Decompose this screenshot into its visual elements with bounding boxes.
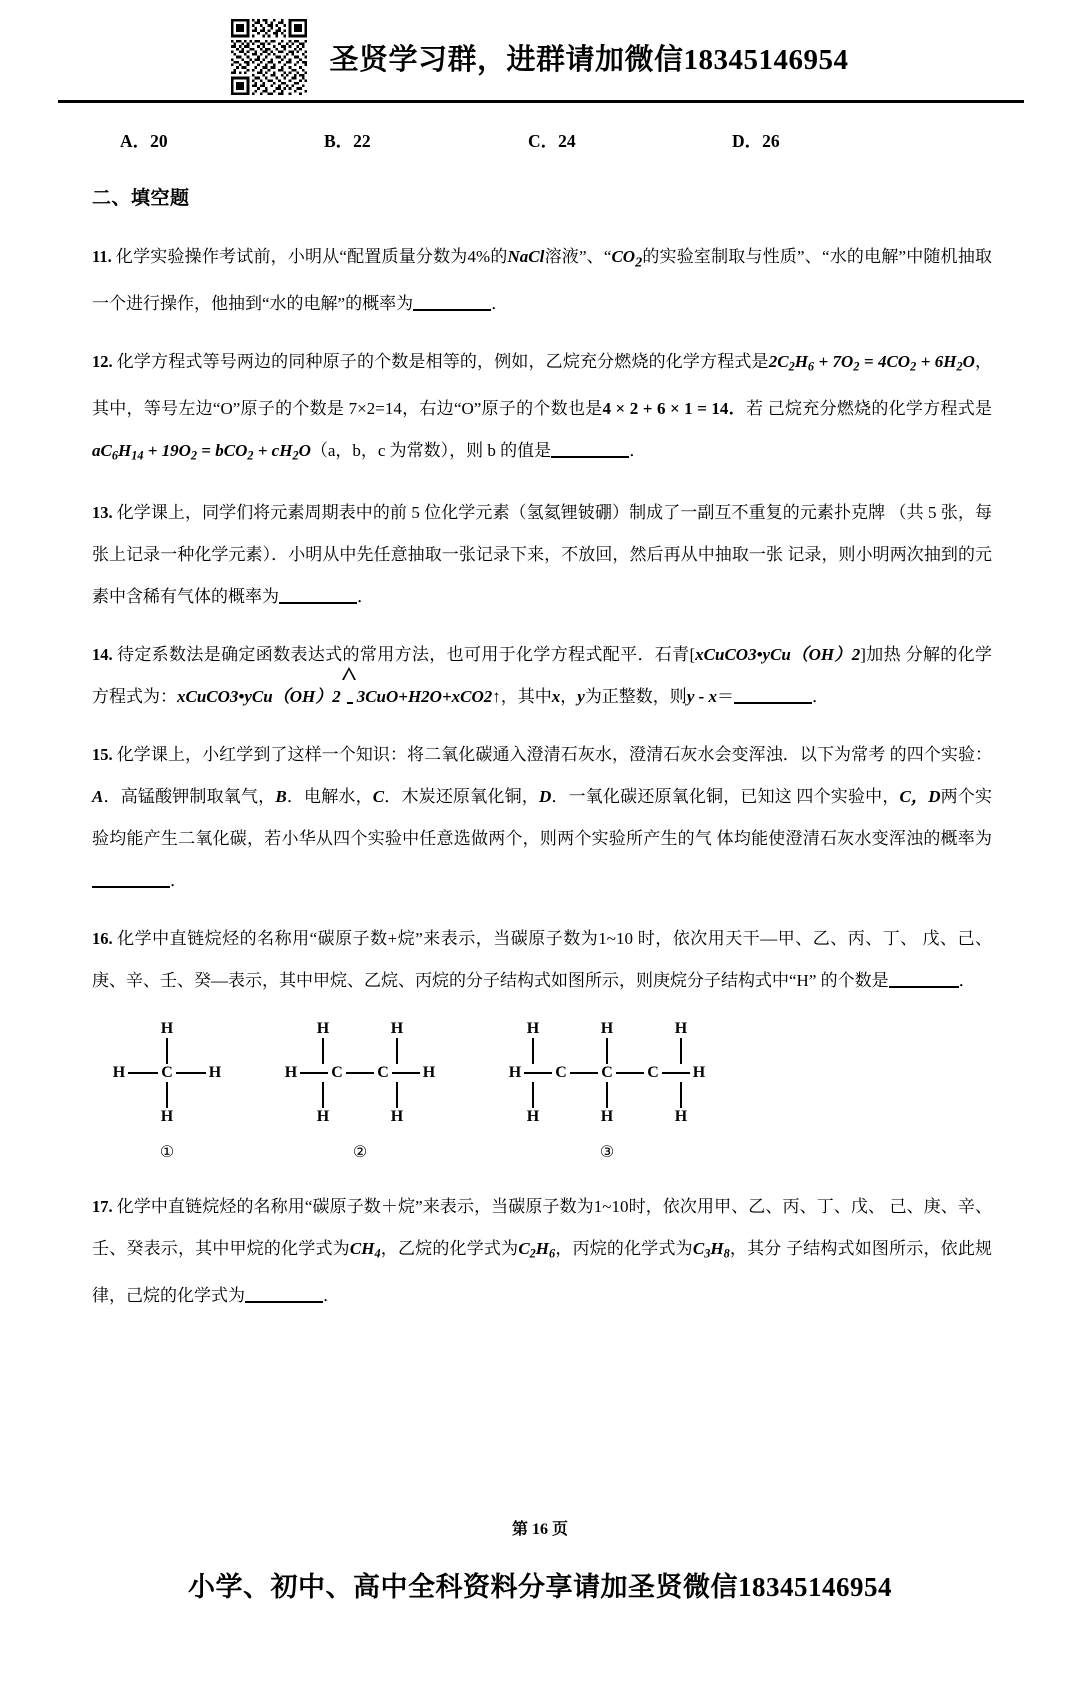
bond-vertical — [606, 1038, 608, 1064]
question-17-text-3: ，乙烷的化学式为 — [380, 1239, 519, 1259]
question-11-text-3: 的实验室制取与性质”、“水的电 — [642, 247, 882, 266]
experiment-b-text: ．电解水， — [286, 787, 373, 807]
bond-vertical — [680, 1038, 682, 1064]
formula-nacl: NaCl — [507, 247, 545, 266]
document-body — [92, 128, 992, 1333]
answer-blank-15[interactable] — [92, 886, 170, 888]
question-14-text-3: 分解的化学方程式为： — [92, 645, 993, 707]
question-11-text-1: 化学实验操作考试前，小明从“配置质量分数为4%的 — [115, 247, 508, 266]
bond-horizontal — [570, 1072, 598, 1074]
equation-hexane: $aC_6H_{14} + 19O_2 = bCO_2 + cH_2O$ — [92, 440, 311, 463]
molecule-figure-group — [92, 1020, 992, 1180]
question-14-text-5: 为正整数，则 — [584, 687, 687, 707]
bond-vertical — [322, 1038, 324, 1064]
bond-vertical — [166, 1038, 168, 1064]
question-14-text-4: ，其中 — [500, 687, 552, 707]
qr-code-icon — [231, 19, 307, 95]
question-14-text-2: ]加热 — [860, 645, 901, 665]
methane-top-row — [130, 1020, 204, 1064]
carbon-atom: C — [555, 1064, 567, 1082]
formula-azurite-2: xCuCO3•yCu（OH）2 — [177, 687, 341, 707]
bond-horizontal — [392, 1072, 420, 1074]
carbon-atom: C — [377, 1064, 389, 1082]
methane-middle-row — [110, 1064, 224, 1082]
hydrogen-atom: H — [316, 1108, 330, 1126]
bond-vertical — [322, 1082, 324, 1108]
bond-horizontal — [616, 1072, 644, 1074]
experiment-c-text: ．木炭还原氧化铜， — [384, 787, 539, 807]
ethane-bottom-unit — [286, 1082, 360, 1126]
hydrogen-atom: H — [526, 1108, 540, 1126]
answer-blank-14[interactable] — [734, 702, 812, 704]
question-14 — [92, 634, 992, 718]
answer-blank-13[interactable] — [279, 602, 357, 604]
question-16-text-1: 化学中直链烷烃的名称用“碳原子数+烷”来表示，当碳原子数为1~10 时，依次用天干—甲、乙、丙、丁、 — [116, 929, 918, 949]
hydrogen-atom: H — [422, 1064, 436, 1082]
question-11-text-4: 解”中随机抽取一个进行操作，他抽到“水的电解”的概率为 — [92, 247, 993, 314]
question-16-period: ． — [958, 971, 976, 991]
question-13-number: 13. — [92, 503, 113, 523]
carbon-atom: C — [331, 1064, 343, 1082]
question-15-text-4: 两个实验均能产生二氧化碳，若小华从四个实验中任意选做两个，则两个实验所产生的气 — [92, 787, 993, 849]
experiment-labels-cd: C，D — [899, 787, 941, 807]
bond-horizontal — [300, 1072, 328, 1074]
hydrogen-atom: H — [692, 1064, 706, 1082]
carbon-atom: C — [161, 1064, 173, 1082]
header-banner — [0, 14, 1080, 100]
question-17-text-4: ，丙烷的化学式为 — [555, 1239, 693, 1259]
hydrogen-atom: H — [390, 1020, 404, 1038]
variable-y: y — [577, 687, 585, 707]
question-17 — [92, 1186, 992, 1316]
answer-blank-12[interactable] — [551, 456, 629, 458]
question-17-number: 17. — [92, 1197, 113, 1217]
question-13-text-1: 化学课上，同学们将元素周期表中的前 5 位化学元素（氢氦锂铍硼）制成了一副互不重复的元素扑克牌 — [116, 503, 886, 523]
bond-vertical — [396, 1082, 398, 1108]
choice-c: C．24 — [528, 131, 576, 151]
question-13 — [92, 492, 992, 618]
question-16-number: 16. — [92, 929, 113, 949]
propane-top-unit — [570, 1020, 644, 1064]
question-12-text-2: ，其中，等号左边“O”原子的个数是 7×2=14，右边“O”原子的个数也是 — [92, 352, 992, 418]
question-12-text-5: （a，b，c 为常数），则 b 的值是 — [310, 440, 552, 460]
hydrogen-atom: H — [316, 1020, 330, 1038]
question-15-number: 15. — [92, 745, 113, 765]
bond-horizontal — [662, 1072, 690, 1074]
propane-bottom-unit — [496, 1082, 570, 1126]
question-15-text-1: 化学课上，小红学到了这样一个知识：将二氧化碳通入澄清石灰水，澄清石灰水会变浑浊．以下为常考 — [116, 745, 886, 765]
molecule-label: ③ — [599, 1144, 615, 1162]
question-15-text-3: 四个实验中， — [796, 787, 900, 807]
hydrogen-atom: H — [112, 1064, 126, 1082]
formula-c2h6: $C_2H_6$ — [518, 1239, 556, 1261]
hydrogen-atom: H — [526, 1020, 540, 1038]
bond-vertical — [396, 1038, 398, 1064]
formula-co2-subscript: 2 — [635, 254, 643, 271]
question-14-equals: ＝ — [717, 687, 735, 707]
section-heading: 二、填空题 — [92, 188, 190, 209]
propane-middle-row — [506, 1064, 708, 1082]
question-11 — [92, 236, 992, 325]
molecule-propane — [496, 1020, 718, 1162]
choice-b: B．22 — [324, 131, 371, 151]
experiment-d-text: ．一氧化碳还原氧化铜，已知这 — [551, 787, 792, 807]
bond-vertical — [166, 1082, 168, 1108]
question-12-number: 12. — [92, 352, 113, 372]
answer-blank-16[interactable] — [889, 986, 959, 988]
experiment-a-text: ．高锰酸钾制取氧气， — [103, 787, 276, 807]
bond-vertical — [532, 1038, 534, 1064]
propane-bottom-row — [496, 1082, 718, 1126]
question-16-text-2: 戊、己、庚、辛、壬、癸—表示，其中甲烷、乙烷、丙烷的分子结构式如图所示，则庚烷分子结构式中“H” — [92, 929, 992, 991]
question-16 — [92, 918, 992, 1002]
propane-structure — [496, 1020, 718, 1126]
question-12-calculation: 4 × 2 + 6 × 1 = 14． — [602, 398, 746, 418]
bond-horizontal — [524, 1072, 552, 1074]
molecule-ethane — [282, 1020, 438, 1162]
methane-bottom-unit — [130, 1082, 204, 1126]
question-15-period: ． — [170, 871, 187, 891]
question-13-period: ． — [357, 587, 374, 607]
equation-ethane-left: $2C_2H_6 + 7O_2$ = — [768, 352, 874, 374]
propane-bottom-unit — [644, 1082, 718, 1126]
ethane-top-row — [286, 1020, 434, 1064]
question-11-number: 11. — [92, 247, 112, 266]
molecule-label: ② — [352, 1144, 368, 1162]
question-17-text-5: ，其分 — [729, 1239, 782, 1259]
bond-vertical — [532, 1082, 534, 1108]
question-14-comma: ， — [560, 687, 578, 707]
ethane-top-unit — [286, 1020, 360, 1064]
variable-x: x — [551, 687, 561, 707]
methane-top-unit — [130, 1020, 204, 1064]
answer-blank-17[interactable] — [245, 1301, 323, 1303]
question-12-text-1: 化学方程式等号两边的同种原子的个数是相等的，例如，乙烷充分燃烧的化学方程式是 — [116, 352, 769, 372]
question-11-text-2: 溶液”、“ — [544, 247, 612, 266]
equation-ethane-right: $4CO_2 + 6H_2O$ — [877, 352, 975, 374]
carbon-atom: C — [601, 1064, 613, 1082]
question-14-period: ． — [812, 687, 830, 707]
bond-vertical — [680, 1082, 682, 1108]
page-number: 第 16 页 — [511, 1521, 568, 1538]
heating-triangle-icon — [341, 685, 357, 702]
hydrogen-atom: H — [160, 1020, 174, 1038]
bond-horizontal — [346, 1072, 374, 1074]
hydrogen-atom: H — [600, 1020, 614, 1038]
carbon-atom: C — [647, 1064, 659, 1082]
choice-d: D．26 — [732, 131, 780, 151]
hydrogen-atom: H — [674, 1020, 688, 1038]
ethane-top-unit — [360, 1020, 434, 1064]
footer-promo-text: 小学、初中、高中全科资料分享请加圣贤微信18345146954 — [188, 1572, 892, 1602]
question-13-text-3: 记录，则小明两次抽到的元素中含稀有气体的概率为 — [92, 545, 993, 607]
hydrogen-atom: H — [284, 1064, 298, 1082]
question-15 — [92, 734, 992, 902]
bond-horizontal — [128, 1072, 158, 1074]
question-12 — [92, 341, 992, 476]
formula-c3h8: $C_3H_8$ — [692, 1239, 730, 1261]
experiment-label-a: A — [92, 787, 104, 807]
methane-bottom-row — [130, 1082, 204, 1126]
hydrogen-atom: H — [208, 1064, 222, 1082]
hydrogen-atom: H — [160, 1108, 174, 1126]
formula-decomposition-products: 3CuO+H2O+xCO2↑ — [356, 687, 501, 707]
question-15-text-5: 体均能使澄清石灰水变浑浊的概率为 — [716, 829, 993, 849]
experiment-label-b: B — [275, 787, 287, 807]
ethane-bottom-row — [286, 1082, 434, 1126]
choice-row — [92, 128, 992, 153]
propane-top-unit — [644, 1020, 718, 1064]
hydrogen-atom: H — [508, 1064, 522, 1082]
question-12-period: ． — [629, 440, 647, 460]
header-divider — [58, 100, 1024, 103]
formula-azurite-1: xCuCO3•yCu（OH）2 — [695, 645, 861, 665]
formula-co2: CO — [611, 247, 636, 266]
question-16-text-3: 的个数是 — [820, 971, 889, 991]
question-14-number: 14. — [92, 645, 113, 665]
formula-ch4: $CH_4$ — [349, 1239, 381, 1261]
ethane-bottom-unit — [360, 1082, 434, 1126]
question-17-text-2: 己、庚、辛、壬、癸表示，其中甲烷的化学式为 — [92, 1197, 992, 1259]
bond-vertical — [606, 1082, 608, 1108]
question-17-text-6: 子结构式如图所示，依此规律，己烷的化学式为 — [92, 1239, 993, 1305]
propane-top-unit — [496, 1020, 570, 1064]
question-13-text-2: （共 5 张，每张上记录一种化学元素）．小明从中先任意抽取一张记录下来，不放回，然后再从中抽取一张 — [92, 503, 993, 565]
question-17-period: ． — [323, 1285, 340, 1305]
bond-horizontal — [176, 1072, 206, 1074]
expression-y-minus-x: y - x — [686, 687, 718, 707]
ethane-middle-row — [282, 1064, 438, 1082]
molecule-methane — [110, 1020, 224, 1162]
question-12-text-4: 己烷充分燃烧的化学方程式是 — [767, 398, 993, 418]
propane-bottom-unit — [570, 1082, 644, 1126]
answer-blank-11[interactable] — [413, 309, 491, 311]
experiment-label-c: C — [372, 787, 385, 807]
hydrogen-atom: H — [674, 1108, 688, 1126]
ethane-structure — [282, 1020, 438, 1126]
molecule-label: ① — [159, 1144, 175, 1162]
choice-a: A．20 — [120, 131, 168, 151]
experiment-label-d: D — [538, 787, 552, 807]
question-11-period: ． — [491, 294, 509, 314]
question-15-text-2: 的四个实验： — [889, 745, 993, 765]
hydrogen-atom: H — [390, 1108, 404, 1126]
methane-structure — [110, 1020, 224, 1126]
hydrogen-atom: H — [600, 1108, 614, 1126]
propane-top-row — [496, 1020, 718, 1064]
question-12-text-3: 若 — [745, 398, 764, 418]
question-14-text-1: 待定系数法是确定函数表达式的常用方法，也可用于化学方程式配平．石青[ — [116, 645, 696, 665]
question-17-text-1: 化学中直链烷烃的名称用“碳原子数＋烷”来表示，当碳原子数为1~10时，依次用甲、乙、丙、丁、戊、 — [116, 1197, 886, 1217]
banner-title: 圣贤学习群，进群请加微信18345146954 — [329, 43, 849, 76]
